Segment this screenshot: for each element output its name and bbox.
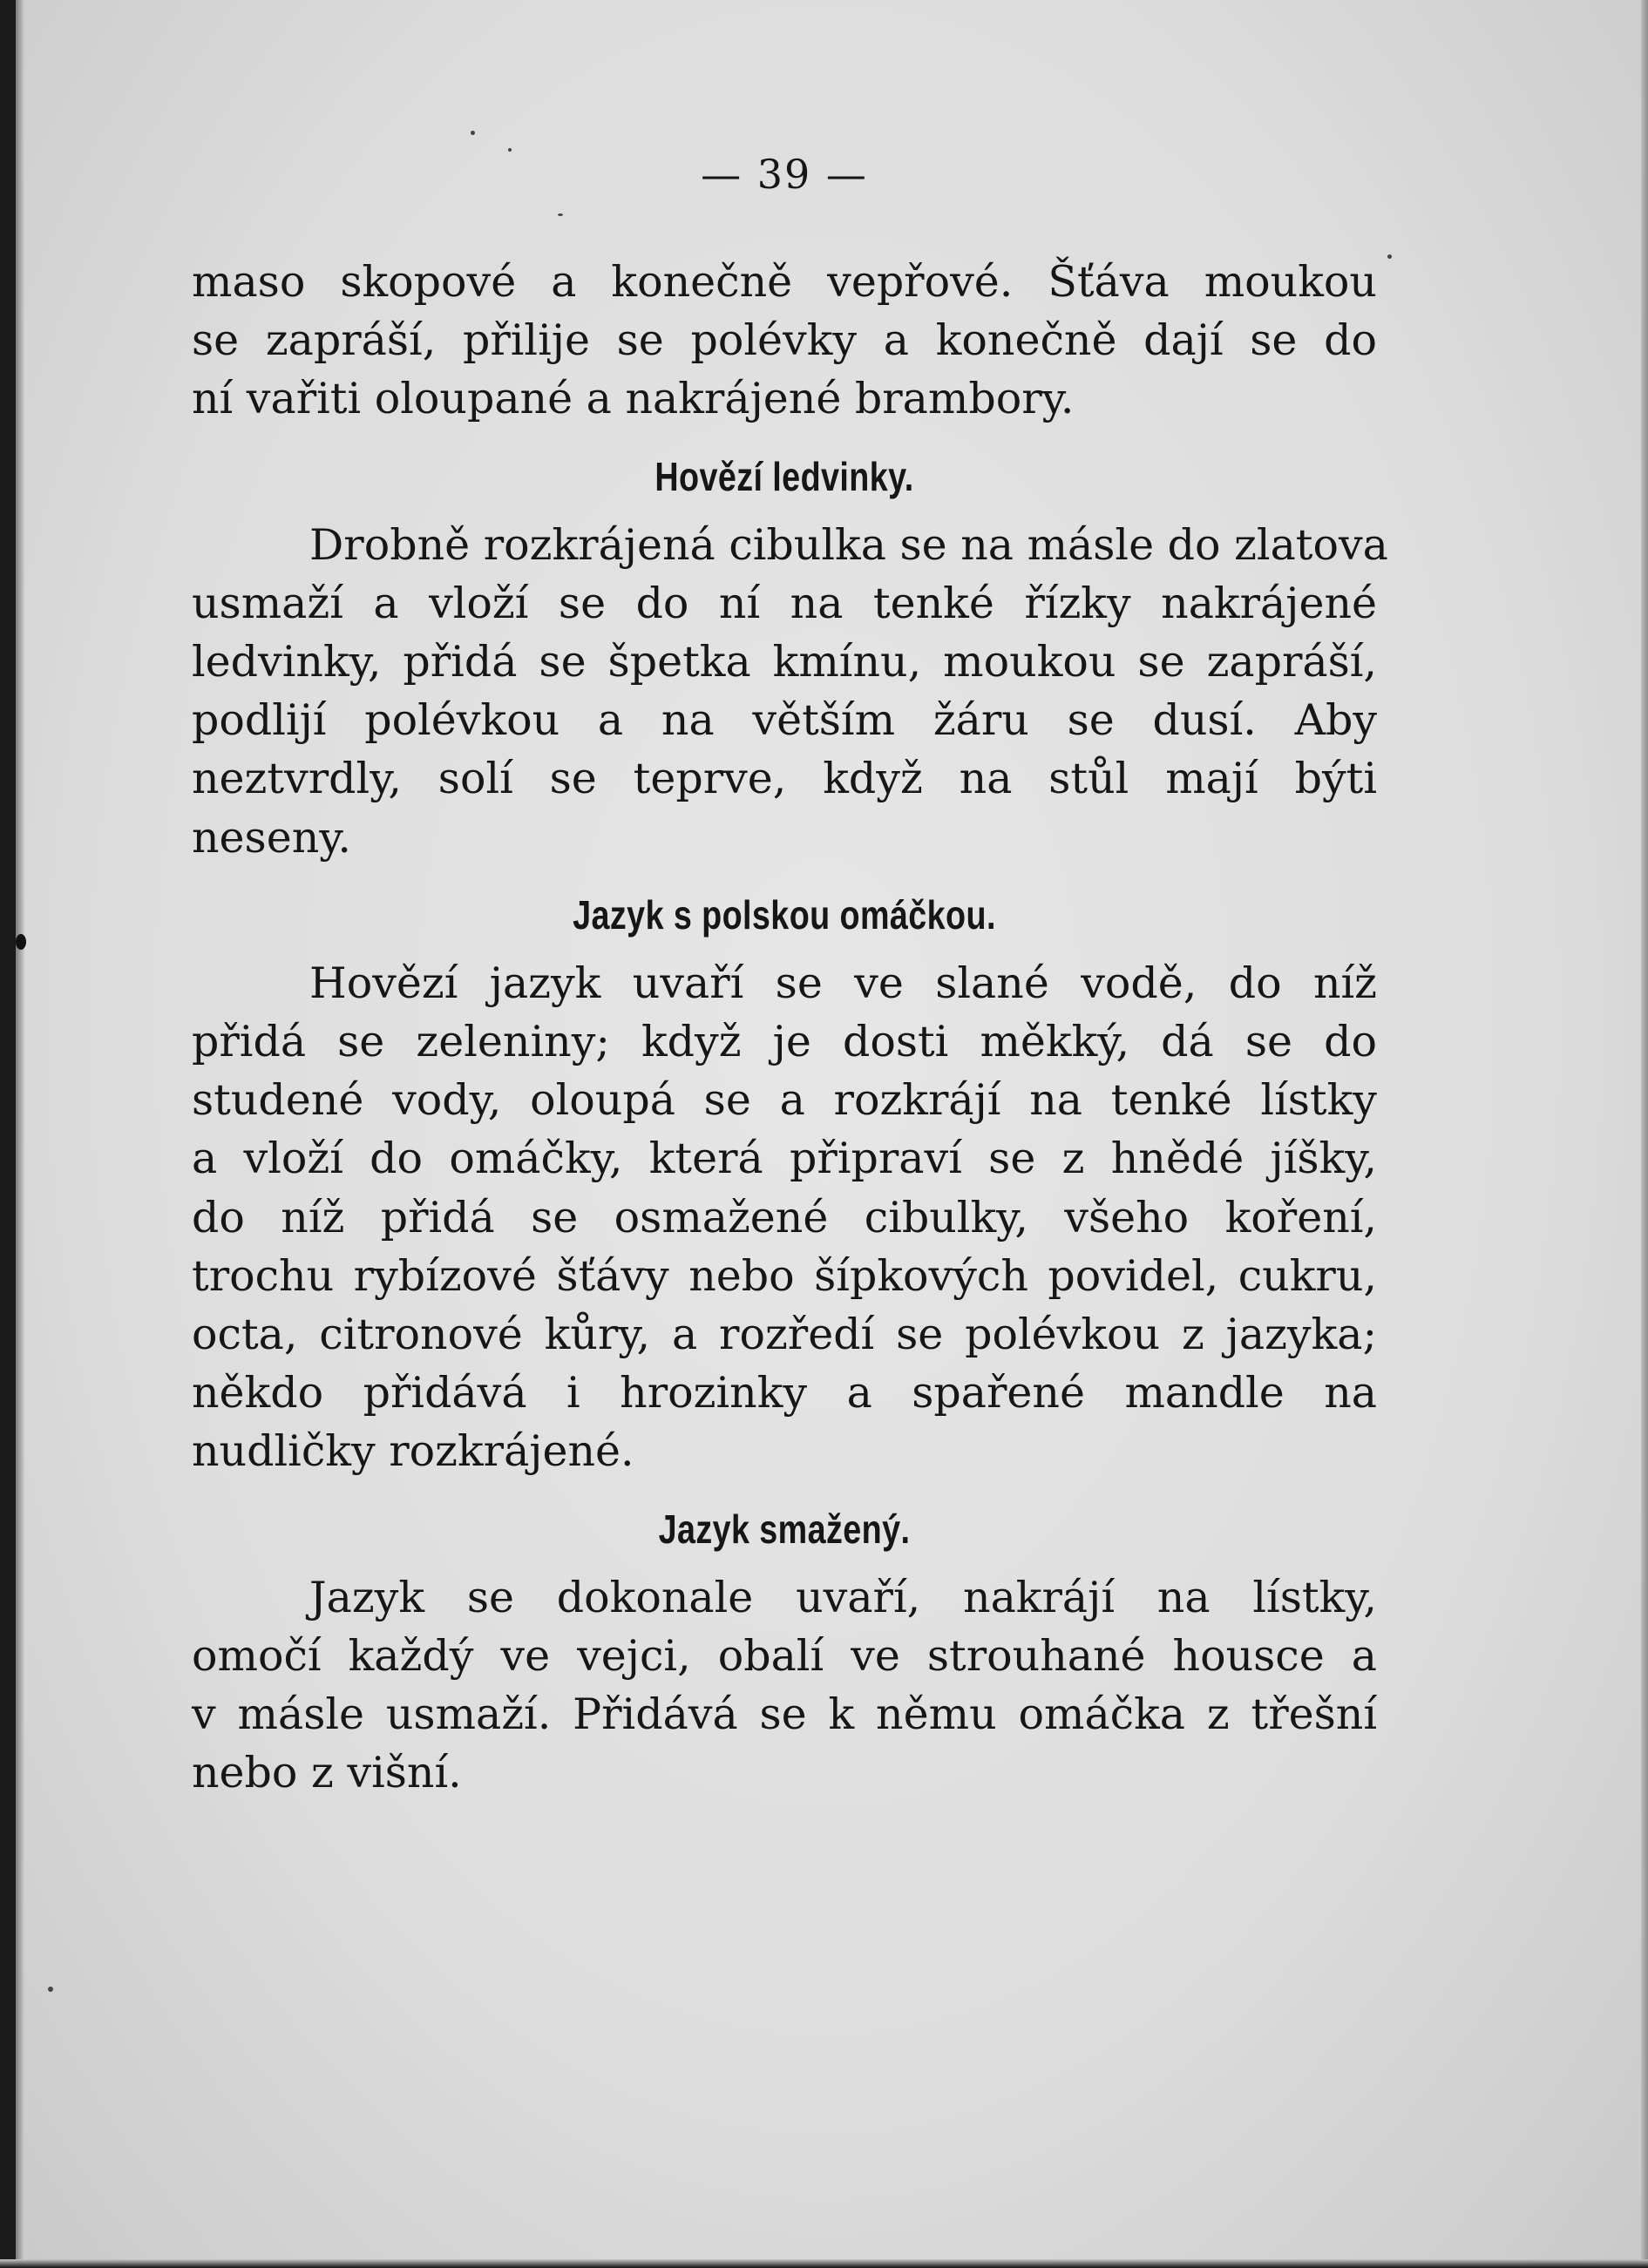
paragraph-continuation	[192, 253, 1377, 429]
text-line: usmaží a vloží se do ní na tenké řízky nakrájené	[192, 578, 1377, 628]
text-line: nudličky rozkrájené.	[192, 1426, 634, 1477]
text-line: ní vařiti oloupané a nakrájené brambory.	[192, 374, 1075, 424]
paper-speck	[16, 934, 26, 950]
text-line: octa, citronové kůry, a rozředí se polévkou z jazyka;	[192, 1310, 1377, 1360]
text-line: někdo přidává i hrozinky a spařené mandle na	[192, 1368, 1377, 1418]
scan-left-shadow	[16, 0, 24, 2268]
text-line: podlijí polévkou a na větším žáru se dusí. Aby	[192, 695, 1377, 746]
scan-bottom-edge	[0, 2259, 1648, 2268]
scan-right-edge	[1641, 0, 1648, 2268]
paper-speck	[471, 131, 475, 135]
paper-speck	[1387, 254, 1392, 259]
text-line: se zapráší, přilije se polévky a konečně dají se do	[192, 315, 1377, 366]
recipe-paragraph	[192, 516, 1388, 867]
text-line: maso skopové a konečně vepřové. Šťáva moukou	[192, 257, 1377, 307]
text-line: přidá se zeleniny; když je dosti měkký, dá se do	[192, 1017, 1377, 1067]
text-line: do níž přidá se osmažené cibulky, všeho koření,	[192, 1192, 1377, 1242]
recipe-heading: Hovězí ledvinky.	[654, 453, 914, 499]
recipe-heading: Jazyk smažený.	[658, 1506, 911, 1552]
text-line: neseny.	[192, 812, 352, 863]
text-line: Drobně rozkrájená cibulka se na másle do zlatova	[309, 519, 1388, 570]
text-line: nebo z višní.	[192, 1748, 462, 1798]
text-line: v másle usmaží. Přidává se k němu omáčka z třešní	[192, 1689, 1377, 1740]
text-line: omočí každý ve vejci, obalí ve strouhané housce a	[192, 1630, 1377, 1681]
text-line: Hovězí jazyk uvaří se ve slané vodě, do níž	[309, 958, 1377, 1008]
text-line: ledvinky, přidá se špetka kmínu, moukou se zapráší,	[192, 637, 1377, 687]
text-line: neztvrdly, solí se teprve, když na stůl mají býti	[192, 754, 1377, 804]
scan-left-edge	[0, 0, 16, 2268]
text-line: Jazyk se dokonale uvaří, nakrájí na lístky,	[309, 1572, 1377, 1622]
page-number: — 39 —	[701, 151, 868, 198]
text-line: a vloží do omáčky, která připraví se z hnědé jíšky,	[192, 1134, 1377, 1184]
recipe-heading: Jazyk s polskou omáčkou.	[573, 891, 996, 938]
text-line: studené vody, oloupá se a rozkrájí na tenké lístky	[192, 1075, 1377, 1126]
text-line: trochu rybízové šťávy nebo šípkových povidel, cukru,	[192, 1250, 1377, 1301]
recipe-paragraph	[192, 1568, 1377, 1803]
paper-speck	[48, 1987, 53, 1992]
page-text	[192, 139, 1388, 1802]
recipe-paragraph	[192, 954, 1377, 1481]
